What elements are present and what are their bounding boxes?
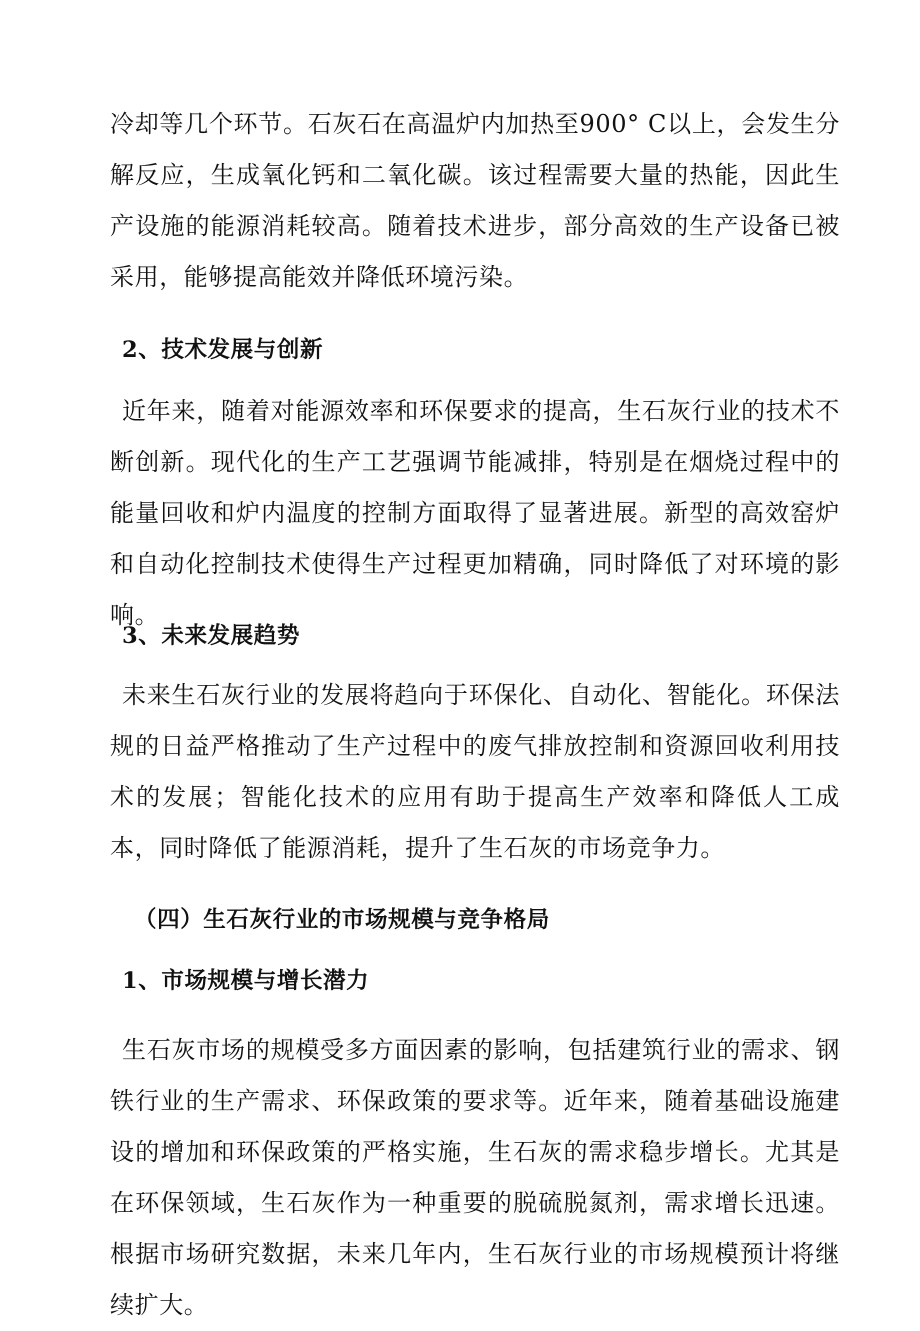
heading-future-trends: 3、未来发展趋势 — [122, 623, 300, 649]
paragraph-production-process: 冷却等几个环节。石灰石在高温炉内加热至900° C以上，会发生分解反应，生成氧化钙和二氧化碳。该过程需要大量的热能，因此生产设施的能源消耗较高。随着技术进步，部分高效的生产设备已被采用，能够提高能效并降低环境污染。 — [110, 110, 840, 291]
heading-market-growth: 1、市场规模与增长潜力 — [122, 968, 370, 994]
section-title-market-scale: （四）生石灰行业的市场规模与竞争格局 — [134, 907, 550, 933]
heading-technology-innovation: 2、技术发展与创新 — [122, 337, 324, 363]
paragraph-technology-innovation: 近年来，随着对能源效率和环保要求的提高，生石灰行业的技术不断创新。现代化的生产工艺强调节能减排，特别是在烟烧过程中的能量回收和炉内温度的控制方面取得了显著进展。新型的高效窑炉和自动化控制技术使得生产过程更加精确，同时降低了对环境的影响。 — [110, 397, 840, 629]
paragraph-future-trends: 未来生石灰行业的发展将趋向于环保化、自动化、智能化。环保法规的日益严格推动了生产过程中的废气排放控制和资源回收利用技术的发展；智能化技术的应用有助于提高生产效率和降低人工成本，同时降低了能源消耗，提升了生石灰的市场竞争力。 — [110, 681, 840, 862]
paragraph-market-growth: 生石灰市场的规模受多方面因素的影响，包括建筑行业的需求、钢铁行业的生产需求、环保政策的要求等。近年来，随着基础设施建设的增加和环保政策的严格实施，生石灰的需求稳步增长。尤其是在环保领域，生石灰作为一种重要的脱硫脱氮剂，需求增长迅速。根据市场研究数据，未来几年内，生石灰行业的市场规模预计将继续扩大。 — [110, 1036, 840, 1319]
